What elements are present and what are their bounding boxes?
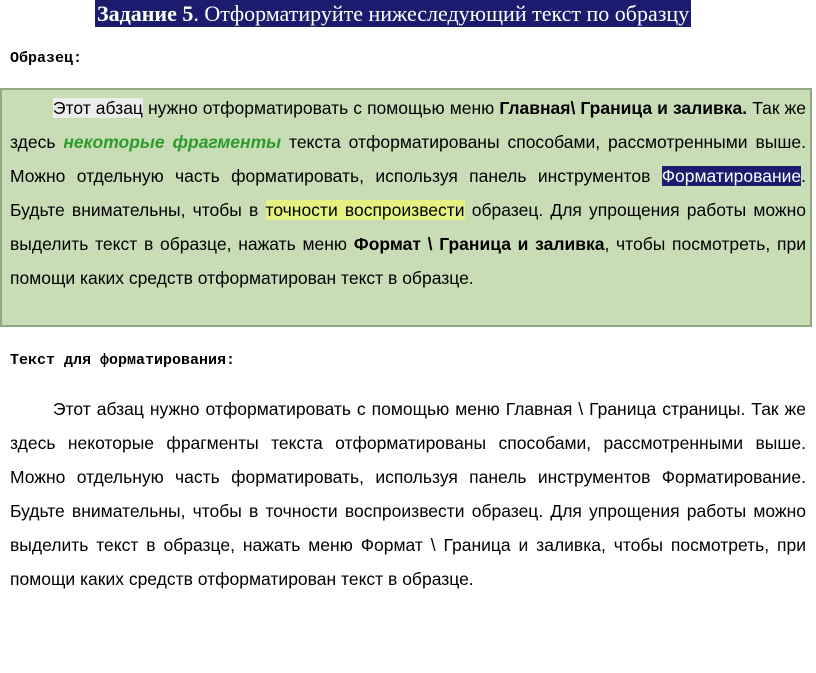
task-instruction: . Отформатируйте нижеследующий текст по образцу (193, 1, 690, 26)
task-number: Задание 5 (97, 1, 194, 26)
sample-text: образец. Для упрощения работы можно выделить текст в образце, нажать меню (10, 200, 807, 254)
sample-highlight-yellow: точности воспроизвести (265, 200, 465, 220)
sample-text: текста отформатированы способами, рассмотренными выше. Можно отдельную часть форматировать, используя панель инструментов (10, 132, 806, 186)
exercise-text: Этот абзац нужно отформатировать с помощью меню Главная \ Граница страницы. Так же здесь некоторые фрагменты текста отформатированы способами, рассмотренными выше. Можно отдельную часть форматировать, используя панель инструментов Форматирование. Будьте внимательны, чтобы в точности воспроизвести образец. Для упрощения работы можно выделить текст в образце, нажать меню Формат \ Граница и заливка, чтобы посмотреть, при помощи каких средств отформатирован текст в образце. (10, 399, 806, 589)
sample-text: Так же здесь (10, 98, 806, 152)
exercise-label: Текст для форматирования: (10, 352, 236, 369)
sample-green-italic: некоторые фрагменты (63, 132, 282, 152)
sample-text: , чтобы посмотреть, при помощи каких средств отформатирован текст в образце. (10, 234, 806, 288)
sample-text: . Будьте внимательны, чтобы в (10, 166, 806, 220)
sample-label: Образец: (10, 50, 83, 67)
sample-text: нужно отформатировать с помощью меню (142, 98, 500, 118)
exercise-paragraph (10, 392, 806, 596)
sample-bold-menu: Главная\ Граница и заливка. (499, 98, 748, 118)
sample-bold-format-menu: Формат \ Граница и заливка (353, 234, 605, 254)
sample-paragraph (10, 91, 806, 295)
task-title (95, 0, 691, 27)
sample-highlight-navy: Форматирование (661, 166, 802, 186)
task-heading (95, 0, 691, 27)
sample-highlight-white: Этот абзац (53, 98, 143, 118)
